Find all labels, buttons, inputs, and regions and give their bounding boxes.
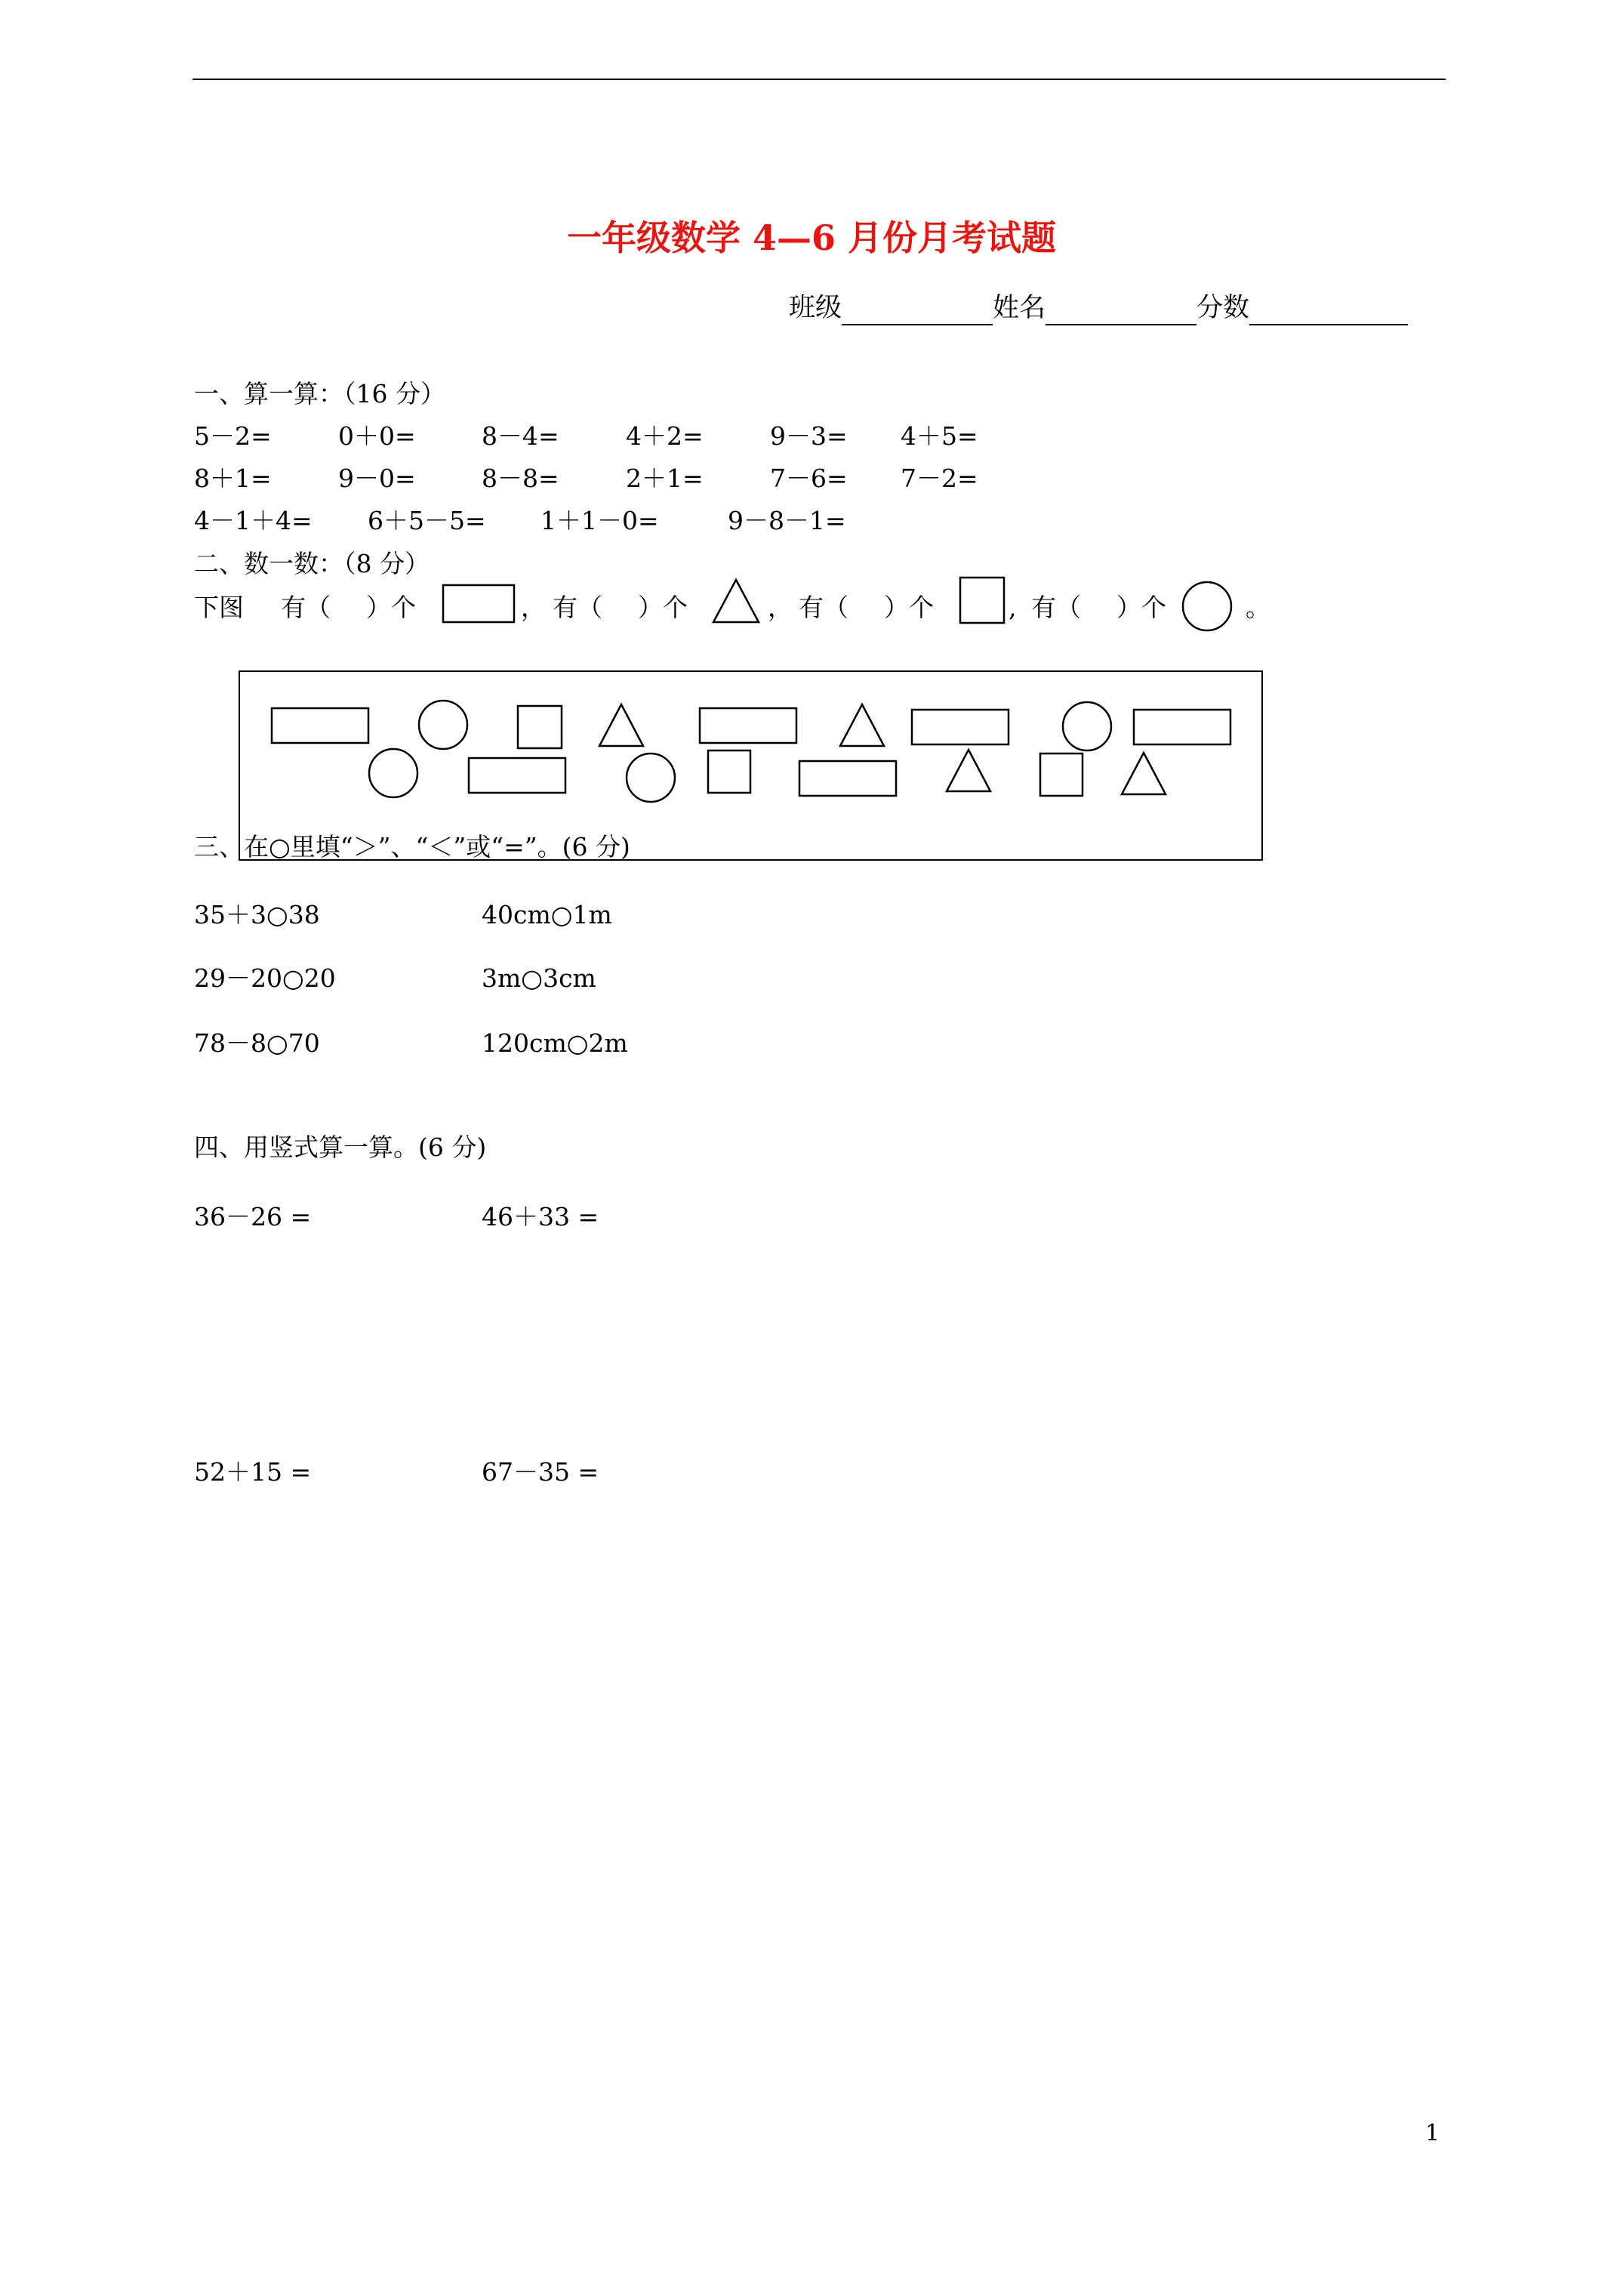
s2-you-2: 有（ [553, 593, 602, 622]
s4-r1-item2: 46＋33 = [482, 1202, 599, 1231]
s2-close-3: ）个 [884, 593, 934, 622]
s2-you-4: 有（ [1031, 593, 1081, 622]
s2-lead: 下图 [194, 593, 244, 622]
section4-heading: 四、用竖式算一算。(6 分) [194, 1133, 487, 1162]
s1-r2-item6: 7－2= [901, 464, 978, 493]
page-number: 1 [1425, 2120, 1440, 2147]
figure-circle-8 [1063, 702, 1111, 750]
figure-square-16 [1040, 754, 1083, 796]
figure-rectangle-1 [272, 708, 368, 743]
s1-r2-item3: 8－8= [482, 464, 559, 493]
s1-r1-item3: 8－4= [482, 421, 559, 451]
class-label: 班级 [789, 293, 842, 323]
section3-heading: 三、在○里填“＞”、“＜”或“=”。(6 分) [194, 832, 630, 861]
s1-r1-item6: 4＋5= [901, 421, 978, 451]
s2-comma-1: ， [521, 593, 546, 622]
s2-comma-2: ， [768, 593, 793, 622]
s1-r3-item2: 6＋5－5= [368, 506, 486, 535]
page-title: 一年级数学 4—6 月份月考试题 [566, 217, 1057, 258]
s1-r3-item4: 9－8－1= [728, 506, 846, 535]
s4-r2-item2: 67－35 = [482, 1457, 599, 1487]
s2-close-4: ）个 [1116, 593, 1166, 622]
figure-rectangle-14 [799, 761, 896, 796]
s1-r1-item2: 0＋0= [338, 421, 416, 451]
s3-right-1: 40cm○1m [482, 900, 612, 929]
s2-close-1: ）个 [366, 593, 416, 622]
s2-close-2: ）个 [638, 593, 688, 622]
s1-r2-item5: 7－6= [770, 464, 848, 493]
section1-heading: 一、算一算：（16 分） [194, 379, 445, 408]
s1-r2-item4: 2＋1= [626, 464, 704, 493]
figure-triangle-4 [599, 704, 643, 746]
s3-left-1: 35＋3○38 [194, 900, 320, 929]
s1-r2-item2: 9－0= [338, 464, 416, 493]
score-label: 分数 [1196, 293, 1250, 323]
s4-r1-item1: 36－26 = [194, 1202, 312, 1231]
figure-rectangle-7 [912, 710, 1009, 744]
figure-square-3 [518, 706, 562, 748]
s2-period: 。 [1246, 593, 1270, 622]
figure-circle-2 [419, 701, 467, 749]
figure-triangle-6 [840, 704, 884, 746]
s3-left-2: 29－20○20 [194, 963, 336, 993]
figure-circle-10 [369, 749, 417, 797]
shapes-figure [0, 0, 1623, 906]
s1-r3-item3: 1＋1－0= [540, 506, 659, 535]
s3-right-2: 3m○3cm [482, 963, 596, 993]
figure-rectangle-11 [469, 758, 565, 793]
section2-heading: 二、数一数：（8 分） [194, 549, 430, 578]
s4-r2-item1: 52＋15 = [194, 1457, 312, 1487]
s1-r1-item5: 9－3= [770, 421, 848, 451]
name-label: 姓名 [993, 293, 1046, 323]
figure-circle-12 [627, 754, 675, 802]
s1-r3-item1: 4－1＋4= [194, 506, 313, 535]
s1-r1-item4: 4＋2= [626, 421, 704, 451]
figure-rectangle-5 [700, 708, 796, 743]
s2-you-1: 有（ [281, 593, 331, 622]
figure-square-13 [708, 750, 750, 793]
figure-triangle-15 [947, 750, 990, 791]
figure-triangle-17 [1122, 753, 1166, 794]
figure-rectangle-9 [1134, 710, 1230, 744]
s1-r2-item1: 8＋1= [194, 464, 272, 493]
s2-you-3: 有（ [799, 593, 848, 622]
s1-r1-item1: 5－2= [194, 421, 272, 451]
s2-comma-3: , [1009, 593, 1017, 622]
s3-left-3: 78－8○70 [194, 1028, 320, 1058]
s3-right-3: 120cm○2m [482, 1028, 628, 1058]
